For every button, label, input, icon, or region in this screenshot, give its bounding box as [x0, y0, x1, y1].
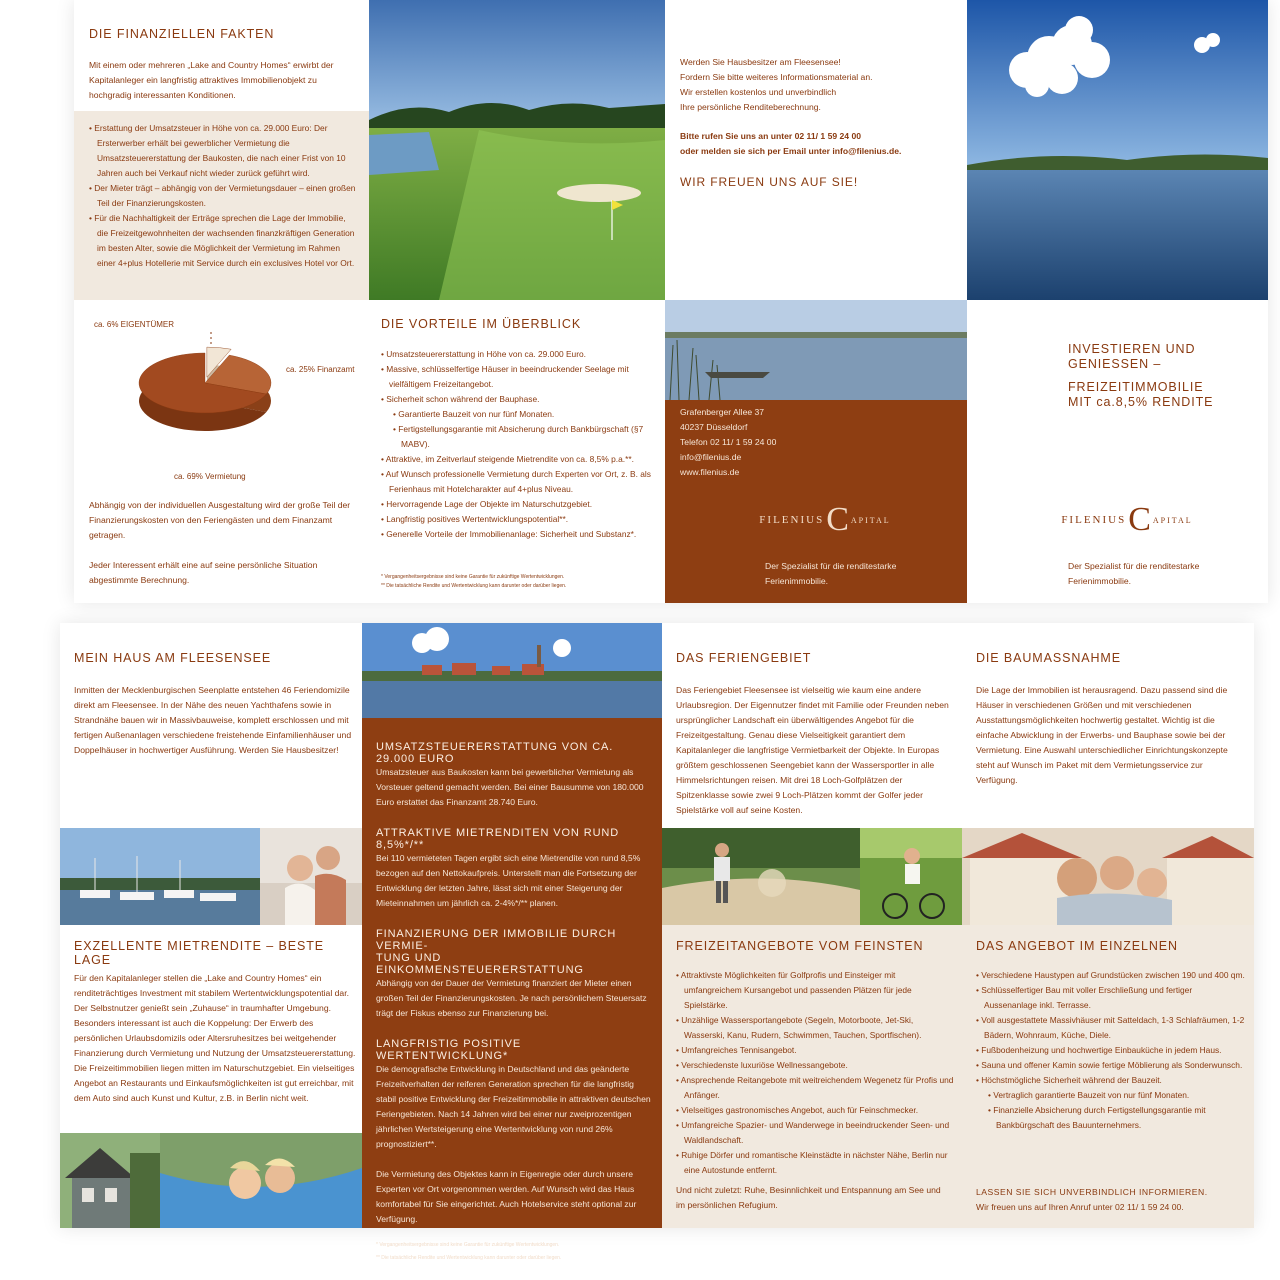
financial-facts-heading: DIE FINANZIELLEN FAKTEN [89, 27, 275, 41]
lake-sky-photo [967, 0, 1268, 300]
rental-yield-text: Für den Kapitalanleger stellen die „Lake and Country Homes“ ein renditeträchtiges Investment mit stabilem Wertentwicklungspotential dar. Der Selbstnutzer genießt sein „Zuhause“ in traumhafter Umgebung. Besonders interessant ist auch die Koppelung: Der Erwerb des persönlichen Urlaubsdomizils oder Altersruhesitzes bei weitgehender Finanzierung durch Vermietung und Nutzung der Umsatzsteuererstattung. Die Freizeitimmobilien liegen mitten im Naturschutzgebiet. Ein vielseitiges Angebot an Restaurants und Einkaufsmöglichkeiten ist gut erreichbar, mit dem Auto sind auch Kunst und Kultur, z.B. in Berlin nicht weit. [74, 973, 356, 1103]
house-photo [60, 1133, 160, 1228]
pie-label-finanzamt: ca. 25% Finanzamt [286, 365, 355, 374]
list-item: • Attraktive, im Zeitverlauf steigende Mietrendite von ca. 8,5% p.a.**. [381, 454, 634, 464]
list-item: • Langfristig positives Wertentwicklungspotential**. [381, 514, 569, 524]
panel-leisure-offers [662, 925, 962, 1228]
contact-email: oder melden sie sich per Email unter info@filenius.de. [680, 146, 902, 156]
list-item: • Massive, schlüsselfertige Häuser in beeindruckender Seelage mit vielfältigem Freizeitangebot. [381, 364, 629, 389]
panel-pie-chart [74, 300, 369, 603]
panel-rental-yield [60, 925, 362, 1133]
list-item: • Der Mieter trägt – abhängig von der Vermietungsdauer – einen großen Teil der Finanzierungskosten. [89, 183, 356, 208]
list-item: • Umsatzsteuererstattung in Höhe von ca. 29.000 Euro. [381, 349, 586, 359]
panel-my-house [60, 623, 362, 828]
marina-photo [60, 828, 260, 925]
financing-text: Abhängig von der Dauer der Vermietung finanziert der Mieter einen großen Teil der Finanzierungskosten. Je nach persönlichem Steuersatz trägt der Fiskus ebenso zur Finanzierung bei. [376, 978, 647, 1018]
my-house-text: Inmitten der Mecklenburgischen Seenplatte entstehen 46 Feriendomizile direkt am Fleesensee. In der Nähe des neuen Yachthafens sowie in Strandnähe bauen wir in Massivbauweise, komplett erschlossen und mit fertigen Außenanlagen verschiedene freistehende Einfamilienhäuser und Doppelhäuser in hochwertiger Ausführung. Werden Sie Hausbesitzer! [74, 685, 352, 755]
list-item: • Finanzielle Absicherung durch Fertigstellungsgarantie mit Bankbürgschaft des Bauunternehmers. [988, 1105, 1206, 1130]
advantages-footnote: * Vergangenheitsergebnisse sind keine Garantie für zukünftige Wertentwicklungen. [381, 574, 565, 580]
financing-heading: TUNG UND EINKOMMENSTEUERERSTATTUNG [376, 952, 584, 976]
golfer-photo [662, 828, 860, 925]
rental-service-text: Die Vermietung des Objektes kann in Eigenregie oder durch unsere Experten vor Ort vorgenommen werden. Auf Wunsch wird das Haus komfortabel für Sie eingerichtet. Auch Hotelservice steht optional zur Verfügung. [376, 1169, 637, 1224]
list-item: • Sicherheit schon während der Bauphase. [381, 394, 540, 404]
offer-cta-heading: LASSEN SIE SICH UNVERBINDLICH INFORMIEREN. [976, 1187, 1208, 1197]
list-item: • Voll ausgestattete Massivhäuser mit Satteldach, 1-3 Schlafräumen, 1-2 Bädern, Wohnraum, Küche, Diele. [976, 1015, 1245, 1040]
financial-footnote: ** Die tatsächliche Rendite und Wertentwicklung kann darunter oder darüber liegen. [376, 1255, 562, 1261]
list-item: • Verschiedenste luxuriöse Wellnessangebote. [676, 1060, 848, 1070]
logo-text-right: APITAL [850, 515, 891, 525]
panel-financial-facts [74, 0, 369, 300]
vat-refund-heading: UMSATZSTEUERERSTATTUNG VON CA. 29.000 EURO [376, 741, 614, 765]
hammock-photo [160, 1133, 362, 1228]
filenius-logo [755, 501, 895, 538]
list-item: • Erstattung der Umsatzsteuer in Höhe von ca. 29.000 Euro: Der Ersterwerber erhält bei gewerblicher Vermietung die Umsatzsteuererstattung der Baukosten, die nach einer Frist von 10 Jahren auch bei Verkauf nicht wieder zurück geführt wird. [89, 123, 346, 178]
address-email: info@filenius.de [680, 452, 742, 462]
construction-text: Die Lage der Immobilien ist herausragend. Dazu passend sind die Häuser in verschiedenen Größen und mit verschiedenen Ausstattungsmöglichkeiten hochwertig gestaltet. Wichtig ist die einfache Abwicklung in der Erwerbs- und Bauphase sowie bei der Vermietung. Eine Auswahl unterschiedlicher Einrichtungskonzepte steht auf Wunsch im Paket mit dem Vermietungsservice zur Verfügung. [976, 685, 1228, 785]
panel-contact-call [665, 0, 967, 300]
offer-cta-phone: Wir freuen uns auf Ihren Anruf unter 02 11/ 1 59 24 00. [976, 1202, 1184, 1212]
lake-reeds-photo [665, 300, 967, 400]
address-line: 40237 Düsseldorf [680, 422, 748, 432]
list-item: • Höchstmögliche Sicherheit während der Bauzeit. [976, 1075, 1162, 1085]
advantages-heading: DIE VORTEILE IM ÜBERBLICK [381, 317, 582, 331]
address-website: www.filenius.de [680, 467, 740, 477]
list-item: • Verschiedene Haustypen auf Grundstücken zwischen 190 und 400 qm. [976, 970, 1245, 980]
panel-cover [967, 300, 1268, 603]
financial-facts-box [74, 111, 369, 300]
list-item: • Sauna und offener Kamin sowie fertige Möblierung als Sonderwunsch. [976, 1060, 1243, 1070]
tagline: Ferienimmobilie. [1068, 576, 1132, 586]
contact-line: Fordern Sie bitte weiteres Informationsmaterial an. [680, 72, 873, 82]
address-line: Grafenberger Allee 37 [680, 407, 765, 417]
contact-cta: WIR FREUEN UNS AUF SIE! [680, 175, 859, 189]
panel-address [665, 300, 967, 603]
panel-holiday-area [662, 623, 962, 828]
logo-text-right: APITAL [1152, 515, 1193, 525]
cover-subtitle: MIT ca.8,5% RENDITE [1068, 395, 1214, 409]
my-house-heading: MEIN HAUS AM FLEESENSEE [74, 651, 272, 665]
offer-details-heading: DAS ANGEBOT IM EINZELNEN [976, 939, 1178, 953]
cover-subtitle: FREIZEITIMMOBILIE [1068, 380, 1204, 394]
list-item: • Ruhige Dörfer und romantische Kleinstädte in nächster Nähe, Berlin nur eine Autostunde entfernt. [676, 1150, 948, 1175]
leisure-offers-heading: FREIZEITANGEBOTE VOM FEINSTEN [676, 939, 924, 953]
financing-heading: FINANZIERUNG DER IMMOBILIE DURCH VERMIE- [376, 928, 617, 952]
financial-facts-list [89, 121, 357, 271]
golf-course-photo [369, 0, 665, 300]
rental-returns-heading: ATTRAKTIVE MIETRENDITEN VON RUND 8,5%*/** [376, 827, 620, 851]
financial-facts-intro: Mit einem oder mehreren „Lake and Country Homes“ erwirbt der Kapitalanleger ein langfristig attraktives Immobilienobjekt zu hochgradig interessanten Konditionen. [89, 60, 334, 100]
list-item: • Schlüsselfertiger Bau mit voller Erschließung und fertiger Aussenanlage inkl. Terrasse. [976, 985, 1193, 1010]
couple-sofa-photo [260, 828, 362, 925]
cover-title: INVESTIEREN UND [1068, 342, 1196, 356]
list-item: • Für die Nachhaltigkeit der Erträge sprechen die Lage der Immobilie, die Freizeitgewohnheiten der wachsenden finanzkräftigen Generation im besten Alter, sowie die Möglichkeit der Vermietung im Rahmen einer 4+plus Hotellerie mit Service durch ein exclusives Hotel vor Ort. [89, 213, 355, 268]
panel-offer-details [962, 925, 1254, 1228]
list-item: • Umfangreiches Tennisangebot. [676, 1045, 797, 1055]
brochure-inside [60, 623, 1254, 1261]
list-item: • Vielseitiges gastronomisches Angebot, auch für Feinschmecker. [676, 1105, 919, 1115]
logo-c: C [1128, 501, 1151, 538]
cyclist-photo [860, 828, 962, 925]
pie-label-eigentuemer: ca. 6% EIGENTÜMER [94, 320, 175, 329]
pie-label-vermietung: ca. 69% Vermietung [174, 472, 246, 481]
family-photo [962, 828, 1254, 925]
tagline: Ferienimmobilie. [765, 576, 829, 586]
rental-returns-text: Bei 110 vermieteten Tagen ergibt sich eine Mietrendite von rund 8,5% bezogen auf den Nettokaufpreis. Unterstellt man die Fortsetzung der Entwicklung der letzten Jahre, lässt sich mit einer Steigerung der Mieteinnahmen um jährlich ca. 2-4%*/** planen. [376, 853, 641, 908]
list-item: • Umfangreiche Spazier- und Wanderwege in beeindruckender Seen- und Waldlandschaft. [676, 1120, 950, 1145]
panel-financial-details [362, 718, 662, 1261]
list-item: • Attraktivste Möglichkeiten für Golfprofis und Einsteiger mit umfangreichem Kursangebot und passenden Plätzen für jede Spielstärke. [676, 970, 912, 1010]
contact-line: Werden Sie Hausbesitzer am Fleesensee! [680, 57, 841, 67]
logo-text-left: FILENIUS [1061, 514, 1127, 526]
list-item: • Vertraglich garantierte Bauzeit von nur fünf Monaten. [988, 1090, 1190, 1100]
pie-chart [74, 300, 369, 481]
lakeside-town-photo [362, 623, 662, 718]
list-item: • Fertigstellungsgarantie mit Absicherung durch Bankbürgschaft (§7 MABV). [393, 424, 644, 449]
offer-details-list [976, 968, 1246, 1133]
brochure-outside [74, 0, 1268, 603]
value-growth-text: Die demografische Entwicklung in Deutschland und das geänderte Freizeitverhalten der reiferen Generation sprechen für die langfristig stabil positive Entwicklung der Freizeitimmobilie in attraktiven deutschen Feriengebieten. Nach 14 Jahren wird bei einer nur zweiprozentigen jährlichen Wertsteigerung eine Wertentwicklung von rund 26% prognostiziert**. [376, 1064, 651, 1149]
filenius-logo [1061, 501, 1193, 538]
contact-line: Wir erstellen kostenlos und unverbindlich [680, 87, 837, 97]
list-item: • Unzählige Wassersportangebote (Segeln, Motorboote, Jet-Ski, Wasserski, Kanu, Rudern, Schwimmen, Tauchen, Sportfischen). [676, 1015, 922, 1040]
rental-yield-heading: EXZELLENTE MIETRENDITE – BESTE LAGE [74, 939, 324, 967]
logo-c: C [826, 501, 849, 538]
financial-footnote: * Vergangenheitsergebnisse sind keine Garantie für zukünftige Wertentwicklungen. [376, 1242, 560, 1248]
list-item: • Auf Wunsch professionelle Vermietung durch Experten vor Ort, z. B. als Ferienhaus mit Hotelcharakter auf 4+plus Niveau. [381, 469, 651, 494]
panel-advantages [369, 300, 665, 603]
panel-construction [962, 623, 1254, 828]
holiday-area-text: Das Feriengebiet Fleesensee ist vielseitig wie kaum eine andere Urlaubsregion. Der Eigennutzer findet mit Familie oder Freunden neben ursprünglicher Landschaft ein überwältigendes Angebot für die Freizeitgestaltung. Genau diese Vielseitigkeit garantiert dem Kapitalanleger die langfristige Vermietbarkeit der Objekte. In Europas größtem geschlossenen Seengebiet kann der Wassersportler in alle Himmelsrichtungen reisen. Mit drei 18 Loch-Golfplätzen der Spitzenklasse sowie zwei 9 Loch-Plätzen kommt der Golfer jeder Spielstärke voll auf seine Kosten. [676, 685, 949, 815]
tagline: Der Spezialist für die renditestarke [1068, 561, 1200, 571]
pie-note: Jeder Interessent erhält eine auf seine persönliche Situation abgestimmte Berechnung. [89, 560, 318, 585]
construction-heading: DIE BAUMASSNAHME [976, 651, 1121, 665]
list-item: • Garantierte Bauzeit von nur fünf Monaten. [393, 409, 555, 419]
list-item: • Ansprechende Reitangebote mit weitreichendem Wegenetz für Profis und Anfänger. [676, 1075, 954, 1100]
tagline: Der Spezialist für die renditestarke [765, 561, 897, 571]
list-item: • Hervorragende Lage der Objekte im Naturschutzgebiet. [381, 499, 593, 509]
leisure-closing: Und nicht zuletzt: Ruhe, Besinnlichkeit und Entspannung am See und im persönlichen Refugium. [676, 1185, 941, 1210]
value-growth-heading: LANGFRISTIG POSITIVE WERTENTWICKLUNG* [376, 1038, 522, 1062]
logo-text-left: FILENIUS [759, 514, 825, 526]
advantages-list [381, 347, 661, 542]
vat-refund-text: Umsatzsteuer aus Baukosten kann bei gewerblicher Vermietung als Vorsteuer geltend gemacht werden. Bei einer Bausumme von 180.000 Euro erstattet das Finanzamt 28.740 Euro. [376, 767, 644, 807]
pie-explanation: Abhängig von der individuellen Ausgestaltung wird der große Teil der Finanzierungskosten von den Feriengästen und dem Finanzamt getragen. [89, 500, 351, 540]
list-item: • Fußbodenheizung und hochwertige Einbauküche in jedem Haus. [976, 1045, 1222, 1055]
contact-phone: Bitte rufen Sie uns an unter 02 11/ 1 59 24 00 [680, 131, 862, 141]
contact-line: Ihre persönliche Renditeberechnung. [680, 102, 821, 112]
leisure-offers-list [676, 968, 954, 1178]
holiday-area-heading: DAS FERIENGEBIET [676, 651, 812, 665]
advantages-footnote: ** Die tatsächliche Rendite und Wertentwicklung kann darunter oder darüber liegen. [381, 583, 567, 589]
list-item: • Generelle Vorteile der Immobilienanlage: Sicherheit und Substanz*. [381, 529, 637, 539]
cover-title: GENIESSEN – [1068, 357, 1162, 371]
address-phone: Telefon 02 11/ 1 59 24 00 [680, 437, 777, 447]
